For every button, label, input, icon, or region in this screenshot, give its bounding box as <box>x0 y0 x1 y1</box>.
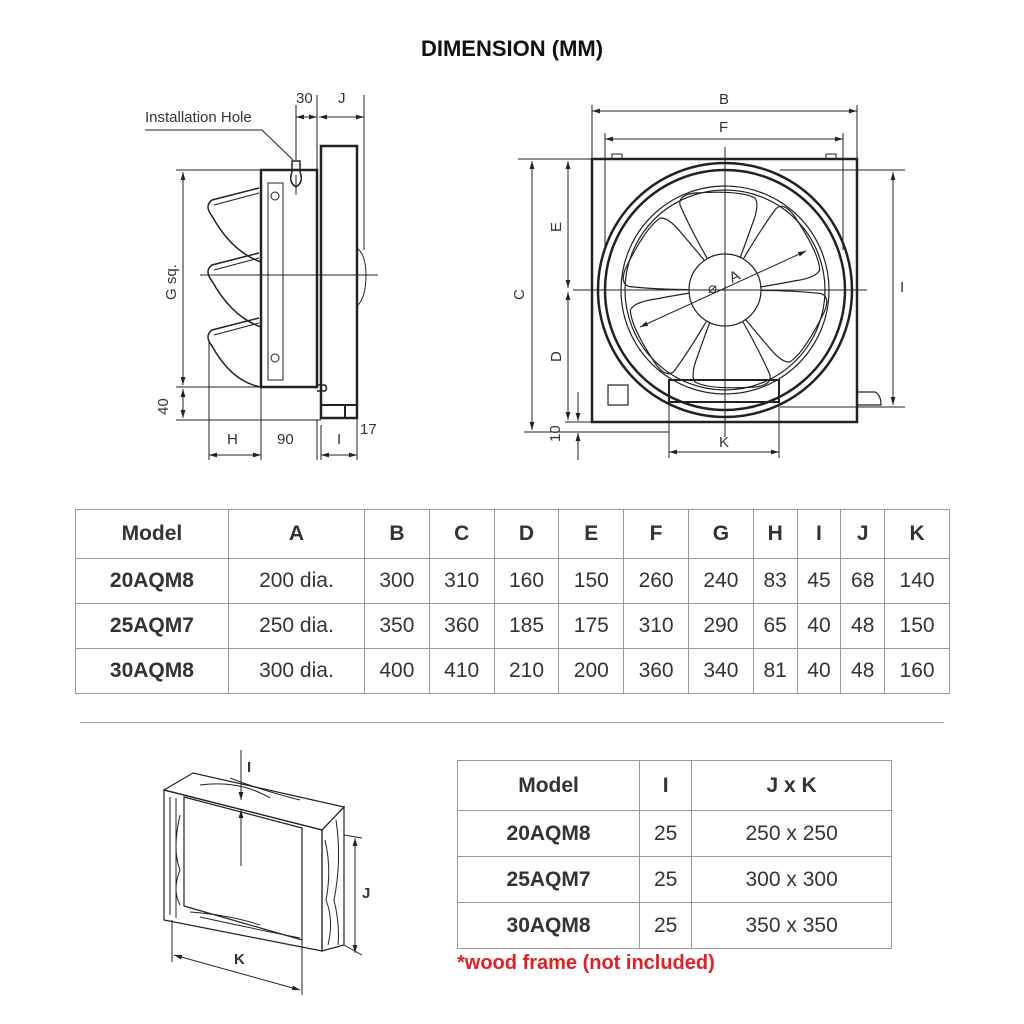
table-row <box>458 903 892 949</box>
dim-b-label: B <box>719 91 730 108</box>
column-header: H <box>753 510 797 559</box>
table-row <box>76 604 950 649</box>
frame-k-label: K <box>234 951 245 968</box>
dim-i-label: I <box>337 431 342 448</box>
column-header: B <box>365 510 430 559</box>
value-cell: 310 <box>624 604 689 649</box>
column-header: E <box>559 510 624 559</box>
column-header: I <box>640 761 692 811</box>
dim-h-label: H <box>227 431 238 448</box>
dim-40-label: 40 <box>155 398 172 415</box>
column-header: I <box>797 510 841 559</box>
column-header: J <box>841 510 885 559</box>
value-cell: 175 <box>559 604 624 649</box>
value-cell: 360 <box>624 649 689 694</box>
value-cell: 40 <box>797 604 841 649</box>
value-cell: 290 <box>688 604 753 649</box>
value-cell: 410 <box>429 649 494 694</box>
value-cell: 300 <box>365 559 430 604</box>
page-title: DIMENSION (MM) <box>420 36 604 61</box>
value-cell: 260 <box>624 559 689 604</box>
model-cell: 25AQM7 <box>76 604 229 649</box>
wood-frame-note: *wood frame (not included) <box>457 952 715 974</box>
dim-17-label: 17 <box>360 421 377 438</box>
value-cell: 65 <box>753 604 797 649</box>
dim-90-label: 90 <box>277 431 294 448</box>
column-header: D <box>494 510 559 559</box>
value-cell: 25 <box>640 903 692 949</box>
value-cell: 140 <box>885 559 950 604</box>
diameter-symbol: ⌀ <box>708 280 718 297</box>
table-row <box>458 811 892 857</box>
dim-k-label: K <box>719 434 730 451</box>
column-header: C <box>429 510 494 559</box>
column-header: G <box>688 510 753 559</box>
value-cell: 250 dia. <box>228 604 364 649</box>
table-row <box>458 857 892 903</box>
dim-f-label: F <box>719 119 729 136</box>
dim-10-label: 10 <box>547 425 564 442</box>
dim-j-label: J <box>338 90 346 107</box>
value-cell: 250 x 250 <box>692 811 892 857</box>
dim-30-label: 30 <box>296 90 313 107</box>
value-cell: 300 dia. <box>228 649 364 694</box>
model-cell: 20AQM8 <box>458 811 640 857</box>
value-cell: 350 x 350 <box>692 903 892 949</box>
frame-j-label: J <box>362 885 371 902</box>
dim-g-label: G sq. <box>163 264 180 300</box>
table-header-row <box>76 510 950 559</box>
section-divider <box>80 722 944 723</box>
dim-i-label-front: I <box>900 279 905 296</box>
value-cell: 210 <box>494 649 559 694</box>
frame-i-label: I <box>247 759 252 776</box>
value-cell: 200 dia. <box>228 559 364 604</box>
model-cell: 20AQM8 <box>76 559 229 604</box>
wood-frame-table <box>457 760 892 949</box>
table-header-row <box>458 761 892 811</box>
model-cell: 25AQM7 <box>458 857 640 903</box>
value-cell: 340 <box>688 649 753 694</box>
dim-e-label: E <box>548 221 565 232</box>
value-cell: 300 x 300 <box>692 857 892 903</box>
value-cell: 48 <box>841 604 885 649</box>
wood-frame-drawing <box>164 750 362 995</box>
value-cell: 81 <box>753 649 797 694</box>
value-cell: 68 <box>841 559 885 604</box>
value-cell: 400 <box>365 649 430 694</box>
column-header: A <box>228 510 364 559</box>
model-cell: 30AQM8 <box>458 903 640 949</box>
value-cell: 150 <box>885 604 950 649</box>
dim-a-label: A <box>726 266 743 287</box>
table-row <box>76 559 950 604</box>
column-header: Model <box>76 510 229 559</box>
installation-hole-label: Installation Hole <box>145 109 252 126</box>
value-cell: 240 <box>688 559 753 604</box>
value-cell: 200 <box>559 649 624 694</box>
value-cell: 25 <box>640 811 692 857</box>
column-header: Model <box>458 761 640 811</box>
value-cell: 310 <box>429 559 494 604</box>
value-cell: 350 <box>365 604 430 649</box>
dim-d-label: D <box>548 351 565 362</box>
value-cell: 40 <box>797 649 841 694</box>
value-cell: 45 <box>797 559 841 604</box>
value-cell: 83 <box>753 559 797 604</box>
model-cell: 30AQM8 <box>76 649 229 694</box>
dimension-table <box>75 509 950 694</box>
column-header: J x K <box>692 761 892 811</box>
table-row <box>76 649 950 694</box>
value-cell: 360 <box>429 604 494 649</box>
value-cell: 48 <box>841 649 885 694</box>
value-cell: 160 <box>885 649 950 694</box>
column-header: F <box>624 510 689 559</box>
column-header: K <box>885 510 950 559</box>
value-cell: 150 <box>559 559 624 604</box>
value-cell: 185 <box>494 604 559 649</box>
dim-c-label: C <box>511 289 528 300</box>
value-cell: 160 <box>494 559 559 604</box>
value-cell: 25 <box>640 857 692 903</box>
